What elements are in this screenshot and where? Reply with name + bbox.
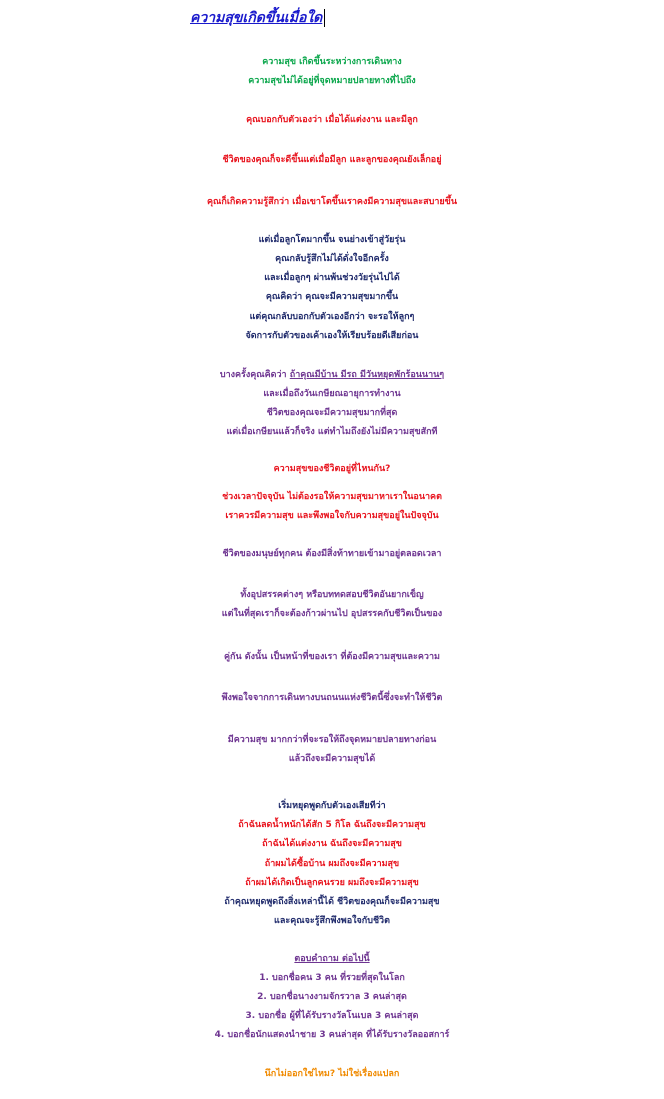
text-segment: บางครั้งคุณคิดว่า bbox=[219, 370, 290, 380]
question-item: 4. บอกชื่อนักแสดงนำชาย 3 คนล่าสุด ที่ได้รับรางวัลออสการ์ bbox=[214, 1030, 450, 1040]
text-line: พึงพอใจจากการเดินทางบนถนนแห่งชีวิตนี้ซึ่งจะทำให้ชีวิต bbox=[221, 693, 443, 703]
text-line: แต่ในที่สุดเราก็จะต้องก้าวผ่านไป อุปสรรคกับชีวิตเป็นของ bbox=[221, 609, 443, 619]
question-heading: ตอบคำถาม ต่อไปนี้ bbox=[294, 954, 370, 964]
text-line: ชีวิตของคุณก็จะดีขึ้นแต่เมื่อมีลูก และลูกของคุณยังเล็กอยู่ bbox=[222, 155, 442, 165]
text-line: และคุณจะรู้สึกพึงพอใจกับชีวิต bbox=[274, 916, 390, 926]
text-line: ถ้าฉันลดน้ำหนักได้สัก 5 กิโล ฉันถึงจะมีความสุข bbox=[238, 820, 426, 830]
text-line: ความสุขไม่ได้อยู่ที่จุดหมายปลายทางที่ไปถึง bbox=[248, 76, 416, 86]
text-line: และเมื่อลูกๆ ผ่านพ้นช่วงวัยรุ่นไปได้ bbox=[264, 273, 400, 283]
text-line: มีความสุข มากกว่าที่จะรอให้ถึงจุดหมายปลายทางก่อน bbox=[227, 735, 437, 745]
question-item: 1. บอกชื่อคน 3 คน ที่รวยที่สุดในโลก bbox=[259, 973, 405, 983]
text-line: แต่เมื่อลูกโตมากขึ้น จนย่างเข้าสู่วัยรุ่น bbox=[258, 235, 406, 245]
text-line: ความสุข เกิดขึ้นระหว่างการเดินทาง bbox=[262, 57, 402, 67]
text-line: แต่เมื่อเกษียนแล้วก็จริง แต่ทำไมถึงยังไม่มีความสุขสักที bbox=[226, 427, 438, 437]
text-line bbox=[0, 366, 664, 385]
closing-line: นึกไม่ออกใช่ไหม? ไม่ใช่เรื่องแปลก bbox=[264, 1069, 400, 1079]
text-cursor bbox=[324, 9, 325, 27]
text-line: ถ้าผมได้ซื้อบ้าน ผมถึงจะมีความสุข bbox=[264, 859, 400, 869]
text-line: แต่คุณกลับบอกกับตัวเองอีกว่า จะรอให้ลูกๆ bbox=[249, 312, 415, 322]
text-line: คุณบอกกับตัวเองว่า เมื่อได้แต่งงาน และมีลูก bbox=[246, 115, 418, 125]
text-line: จัดการกับตัวของเค้าเองให้เรียบร้อยดีเสียก่อน bbox=[245, 331, 419, 341]
text-line: แล้วถึงจะมีความสุขได้ bbox=[288, 754, 376, 764]
text-line: เราควรมีความสุข และพึงพอใจกับความสุขอยู่ในปัจจุบัน bbox=[225, 511, 439, 521]
question-item: 3. บอกชื่อ ผู้ที่ได้รับรางวัลโนเบล 3 คนล่าสุด bbox=[245, 1011, 419, 1021]
text-line: ทั้งอุปสรรคต่างๆ หรือบททดสอบชีวิตอันยากเข็ญ bbox=[240, 590, 424, 600]
text-line: ช่วงเวลาปัจจุบัน ไม่ต้องรอให้ความสุขมาหาเราในอนาคต bbox=[222, 492, 442, 502]
text-line: ถ้าผมได้เกิดเป็นลูกคนรวย ผมถึงจะมีความสุข bbox=[245, 878, 419, 888]
text-line: คุณกลับรู้สึกไม่ได้ดั่งใจอีกครั้ง bbox=[275, 254, 389, 264]
underlined-text: ถ้าคุณมีบ้าน มีรถ มีวันหยุดพักร้อนนานๆ bbox=[289, 370, 445, 380]
text-line: เริ่มหยุดพูดกับตัวเองเสียทีว่า bbox=[278, 801, 386, 811]
question-item: 2. บอกชื่อนางงามจักรวาล 3 คนล่าสุด bbox=[257, 992, 407, 1002]
text-line: คุณก็เกิดความรู้สึกว่า เมื่อเขาโตขึ้นเราคงมีความสุขและสบายขึ้น bbox=[207, 197, 457, 207]
text-line: และเมื่อถึงวันเกษียณอายุการทำงาน bbox=[263, 389, 401, 399]
text-line: คุณคิดว่า คุณจะมีความสุขมากขึ้น bbox=[265, 292, 399, 302]
text-line: คู่กัน ดังนั้น เป็นหน้าที่ของเรา ที่ต้องมีความสุขและความ bbox=[224, 652, 440, 662]
text-line: ชีวิตของคุณจะมีความสุขมากที่สุด bbox=[266, 408, 398, 418]
section-heading: ความสุขของชีวิตอยู่ที่ไหนกัน? bbox=[273, 464, 391, 474]
text-line: ชีวิตของมนุษย์ทุกคน ต้องมีสิ่งท้าทายเข้ามาอยู่ตลอดเวลา bbox=[222, 549, 442, 559]
text-line: ถ้าฉันได้แต่งงาน ฉันถึงจะมีความสุข bbox=[262, 839, 402, 849]
text-line: ถ้าคุณหยุดพูดถึงสิ่งเหล่านี้ได้ ชีวิตของคุณก็จะมีความสุข bbox=[224, 897, 440, 907]
page-title: ความสุขเกิดขึ้นเมื่อใด bbox=[190, 9, 325, 28]
